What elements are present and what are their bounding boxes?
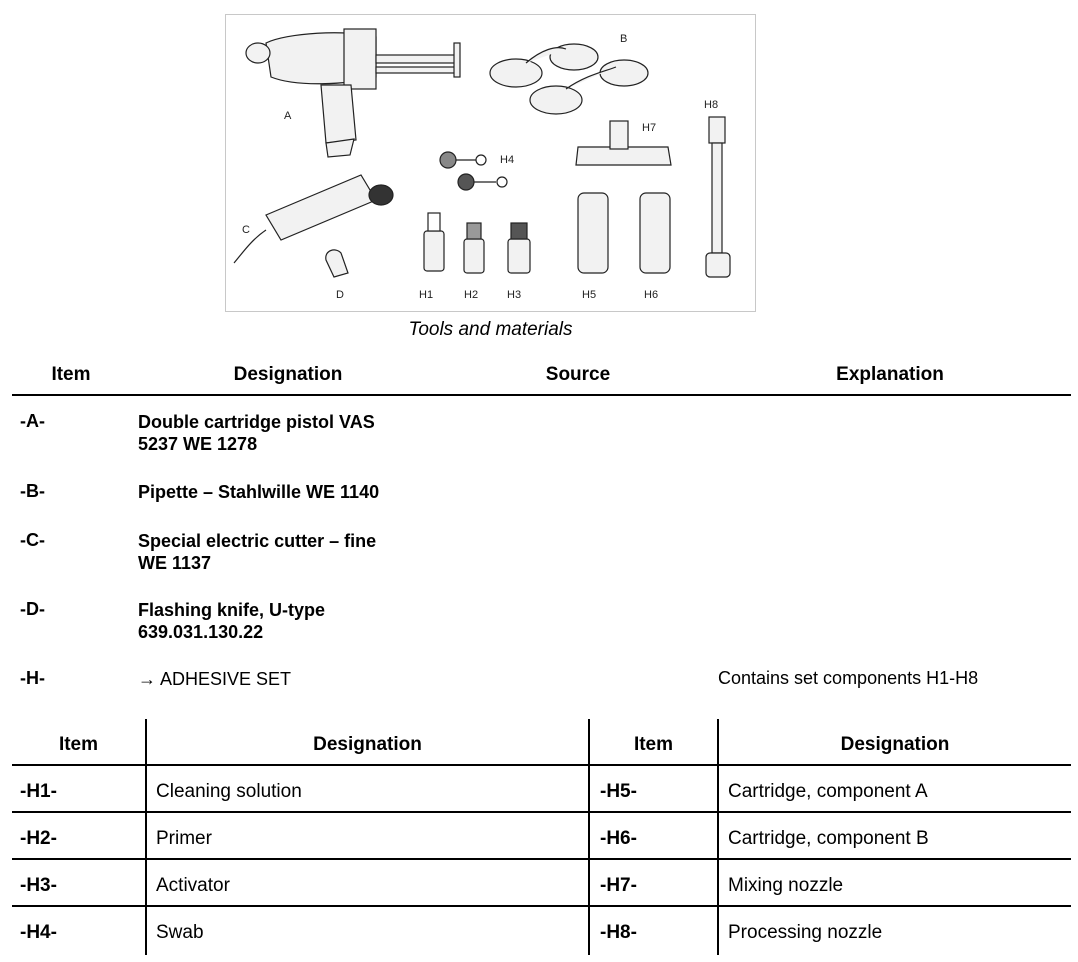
set-item-code: -H6- bbox=[600, 828, 637, 849]
row-item: -C- bbox=[20, 530, 45, 550]
figure-label-d: D bbox=[336, 289, 344, 301]
set-item-code: -H8- bbox=[600, 922, 637, 943]
pipette-icon bbox=[490, 44, 648, 114]
figure-label-h1: H1 bbox=[419, 289, 434, 301]
processing-nozzle-icon bbox=[706, 117, 730, 277]
row-item: -A- bbox=[20, 411, 45, 431]
header-explanation: Explanation bbox=[836, 364, 944, 385]
figure-label-h6: H6 bbox=[644, 289, 659, 301]
designation-line: WE 1137 bbox=[138, 553, 212, 573]
figure-label-h7: H7 bbox=[642, 122, 657, 134]
designation-line: Pipette – Stahlwille WE 1140 bbox=[138, 482, 380, 502]
row-divider bbox=[12, 811, 1071, 813]
row-designation bbox=[138, 599, 325, 643]
figure-caption: Tools and materials bbox=[408, 319, 573, 340]
figure-label-h4: H4 bbox=[500, 154, 515, 166]
cartridge-pistol-icon bbox=[246, 29, 460, 157]
figure-label-h3: H3 bbox=[507, 289, 522, 301]
set-item-designation: Activator bbox=[156, 875, 230, 896]
swab-icon bbox=[440, 152, 507, 190]
figure-label-h8: H8 bbox=[704, 99, 719, 111]
header-source: Source bbox=[545, 364, 611, 385]
row-item: -B- bbox=[20, 481, 45, 501]
figure-label-b: B bbox=[620, 33, 628, 45]
set-item-code: -H5- bbox=[600, 781, 637, 802]
set-item-designation: Cartridge, component A bbox=[728, 781, 928, 802]
header-designation-left: Designation bbox=[313, 734, 422, 755]
row-divider bbox=[12, 764, 1071, 766]
tools-drawing bbox=[226, 15, 755, 311]
flashing-knife-icon bbox=[326, 250, 348, 277]
cartridges-icon bbox=[578, 193, 670, 273]
row-designation bbox=[138, 481, 379, 503]
main-table-header bbox=[12, 362, 1071, 396]
set-item-code: -H7- bbox=[600, 875, 637, 896]
header-item-left: Item bbox=[58, 734, 99, 755]
set-components-table bbox=[12, 719, 1071, 955]
set-item-designation: Mixing nozzle bbox=[728, 875, 844, 896]
figure-label-c: C bbox=[242, 224, 250, 236]
row-designation bbox=[138, 530, 376, 574]
set-item-code: -H2- bbox=[20, 828, 57, 849]
row-item: -H- bbox=[20, 668, 45, 688]
set-item-designation: Processing nozzle bbox=[728, 922, 883, 943]
row-divider bbox=[12, 858, 1071, 860]
designation-line: 639.031.130.22 bbox=[138, 622, 264, 642]
set-item-designation: Swab bbox=[156, 922, 204, 943]
header-item-right: Item bbox=[633, 734, 674, 755]
set-item-designation: Cleaning solution bbox=[156, 781, 302, 802]
header-designation-right: Designation bbox=[840, 734, 950, 755]
designation-line: Flashing knife, U-type bbox=[138, 600, 326, 620]
designation-line: Double cartridge pistol VAS bbox=[138, 412, 375, 432]
bottles-icon bbox=[424, 213, 530, 273]
row-designation bbox=[138, 411, 375, 455]
header-designation: Designation bbox=[233, 364, 343, 385]
row-designation bbox=[138, 668, 291, 690]
row-explanation: Contains set components H1-H8 bbox=[718, 668, 979, 688]
figure-label-h5: H5 bbox=[582, 289, 597, 301]
set-item-designation: Cartridge, component B bbox=[728, 828, 929, 849]
row-divider bbox=[12, 905, 1071, 907]
tools-illustration bbox=[225, 14, 756, 312]
designation-line: 5237 WE 1278 bbox=[138, 434, 258, 454]
header-item: Item bbox=[51, 364, 91, 385]
set-item-designation: Primer bbox=[156, 828, 212, 849]
figure-label-a: A bbox=[284, 110, 292, 122]
mixing-nozzle-icon bbox=[576, 121, 671, 165]
electric-cutter-icon bbox=[234, 175, 393, 263]
designation-line: Special electric cutter – fine bbox=[138, 531, 377, 551]
set-item-code: -H4- bbox=[20, 922, 57, 943]
figure-label-h2: H2 bbox=[464, 289, 479, 301]
adhesive-set-link[interactable]: → ADHESIVE SET bbox=[138, 669, 292, 689]
set-item-code: -H1- bbox=[20, 781, 57, 802]
set-item-code: -H3- bbox=[20, 875, 57, 896]
row-item: -D- bbox=[20, 599, 45, 619]
